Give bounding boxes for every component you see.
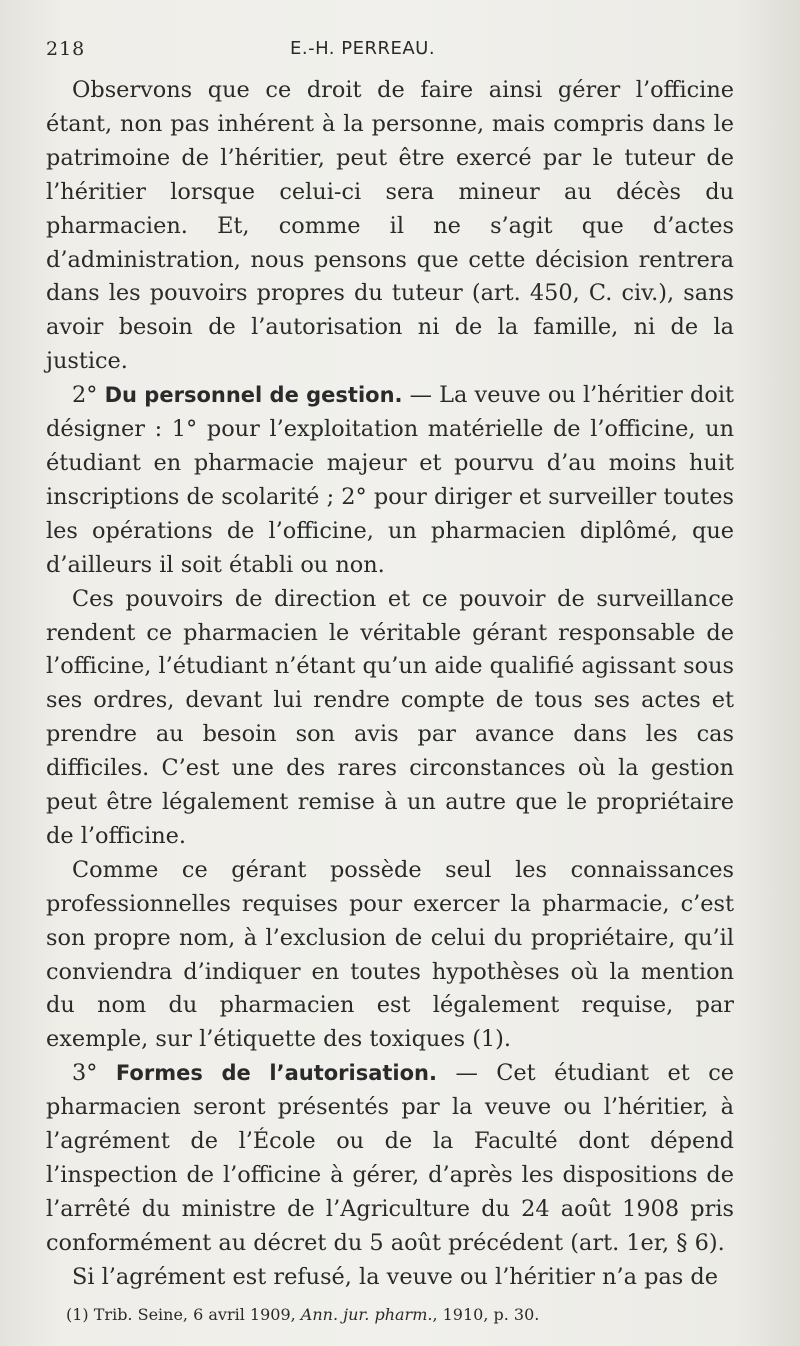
- section-heading-formes: Formes de l’autorisation.: [115, 1061, 437, 1086]
- paragraph-6: Si l’agrément est refusé, la veuve ou l’héritier n’a pas de: [72, 1263, 718, 1290]
- paragraph-5-text: — Cet étudiant et ce pharmacien seront présentés par la veuve ou l’héritier, à l’agrément de l’École ou de la Faculté dont dépend l’inspection de l’officine à gérer, d’après les dispositions de l’arrêté du ministre de l’Agriculture du 24 août 1908 pris conformément au décret du 5 août précédent (art. 1er, § 6).: [46, 1060, 735, 1256]
- section-number: 2°: [72, 382, 98, 409]
- paragraph-2: [46, 379, 734, 582]
- footnote-text-end: , 1910, p. 30.: [432, 1305, 540, 1324]
- paragraph-2-text: — La veuve ou l’héritier doit désigner : 1° pour l’exploitation matérielle de l’officine, un étudiant en pharmacie majeur et pourvu d’au moins huit inscriptions de scolarité ; 2° pour diriger et surveiller toutes les opérations de l’officine, un pharmacien diplômé, que d’ailleurs il soit établi ou non.: [46, 382, 734, 578]
- paragraph-3: Ces pouvoirs de direction et ce pouvoir de surveillance rendent ce pharmacien le véritable gérant responsable de l’officine, l’étudiant n’étant qu’un aide qualifié agissant sous ses ordres, devant lui rendre compte de tous ses actes et prendre au besoin son avis par avance dans les cas difficiles. C’est une des rares circonstances où la gestion peut être légalement remise à un autre que le propriétaire de l’officine.: [46, 585, 734, 849]
- section-heading-personnel: Du personnel de gestion.: [104, 383, 403, 408]
- paragraph-4: Comme ce gérant possède seul les connaissances professionnelles requises pour exercer la pharmacie, c’est son propre nom, à l’exclusion de celui du propriétaire, qu’il conviendra d’indiquer en toutes hypothèses où la mention du nom du pharmacien est légalement requise, par exemple, sur l’étiquette des toxiques (1).: [46, 856, 734, 1053]
- footnote-text-start: (1) Trib. Seine, 6 avril 1909,: [66, 1305, 301, 1324]
- running-title: E.-H. PERREAU.: [290, 38, 436, 59]
- running-head: [0, 34, 800, 64]
- section-number: 3°: [72, 1060, 98, 1087]
- footnote-italic: Ann. jur. pharm.: [300, 1305, 433, 1324]
- body-text: [46, 74, 734, 1295]
- paragraph-1: Observons que ce droit de faire ainsi gérer l’officine étant, non pas inhérent à la personne, mais compris dans le patrimoine de l’héritier, peut être exercé par le tuteur de l’héritier lorsque celui-ci sera mineur au décès du pharmacien. Et, comme il ne s’agit que d’actes d’administration, nous pensons que cette décision rentrera dans les pouvoirs propres du tuteur (art. 450, C. civ.), sans avoir besoin de l’autorisation ni de la famille, ni de la justice.: [46, 77, 734, 375]
- page-number: 218: [46, 38, 86, 60]
- paragraph-5: [46, 1057, 734, 1260]
- footnote: [66, 1305, 706, 1325]
